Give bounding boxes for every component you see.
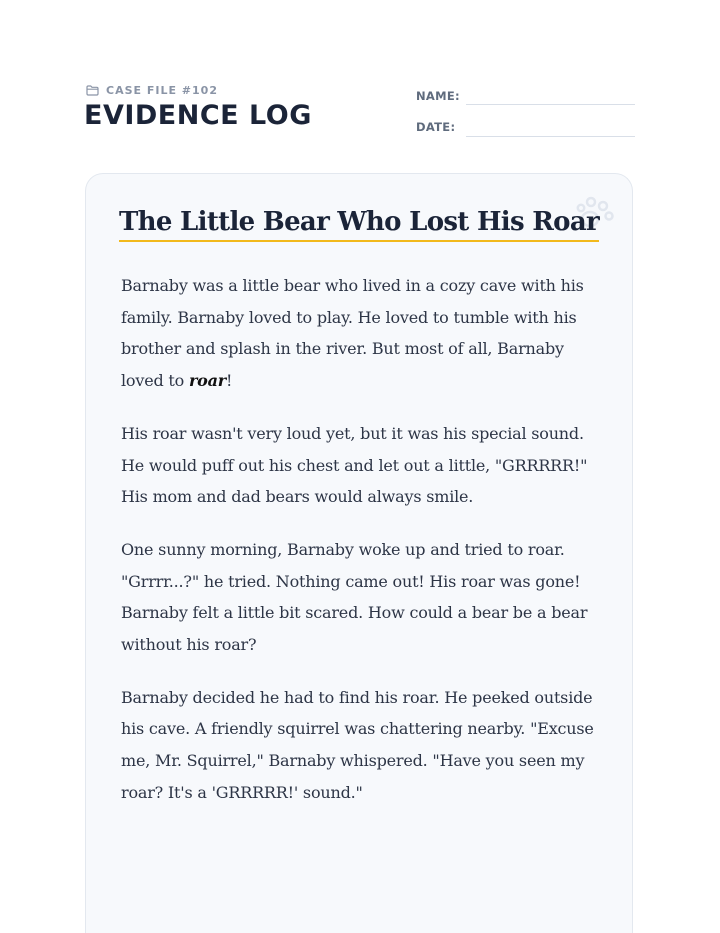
story-paragraph: His roar wasn't very loud yet, but it was his special sound. He would puff out his chest and let out a little, "GRRRRR!" His mom and dad bears would always smile. bbox=[121, 423, 588, 507]
case-file-label bbox=[86, 84, 218, 97]
story-paragraph-text: Barnaby was a little bear who lived in a cozy cave with his family. Barnaby loved to play. He loved to tumble with his brother and splash in the river. But most of all, Barnaby loved to bbox=[121, 276, 584, 391]
page-title: EVIDENCE LOG bbox=[84, 100, 312, 131]
date-label: DATE: bbox=[416, 120, 456, 134]
name-label: NAME: bbox=[416, 89, 460, 103]
date-field[interactable] bbox=[466, 136, 635, 137]
story-card bbox=[85, 173, 633, 933]
name-field[interactable] bbox=[466, 104, 635, 105]
folder-icon bbox=[86, 85, 99, 96]
story-body bbox=[121, 270, 601, 830]
story-title bbox=[86, 208, 632, 242]
case-file-text: CASE FILE #102 bbox=[106, 84, 218, 97]
story-paragraph: Barnaby decided he had to find his roar. He peeked outside his cave. A friendly squirrel was chattering nearby. "Excuse me, Mr. Squirrel," Barnaby whispered. "Have you seen my roar? It's a 'GRRRRR!' sound." bbox=[121, 687, 594, 802]
story-paragraph: One sunny morning, Barnaby woke up and tried to roar. "Grrrr...?" he tried. Nothing came out! His roar was gone! Barnaby felt a little bit scared. How could a bear be a bear without his roar? bbox=[121, 539, 588, 655]
story-paragraph bbox=[121, 270, 601, 397]
emphasized-word: roar bbox=[188, 371, 227, 391]
story-title-text: The Little Bear Who Lost His Roar bbox=[119, 208, 599, 242]
story-paragraph-text: ! bbox=[226, 371, 233, 391]
